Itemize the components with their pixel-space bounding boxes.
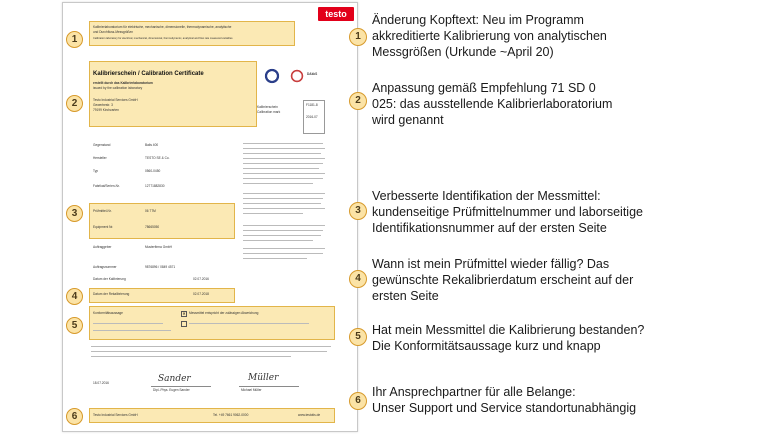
company-line-3: 79199 Kirchzarten <box>93 108 119 112</box>
testo-logo: testo <box>318 7 354 21</box>
annotation-badge-4: 4 <box>349 270 367 288</box>
annotation-1-line-3: Messgrößen (Urkunde ~April 20) <box>372 45 554 59</box>
header-text-line-3: Calibration laboratory for electrical, mechanical, dimensional, thermodynamic, analytical and flow rate measured variables <box>93 37 233 40</box>
annotation-3 <box>372 188 643 236</box>
field-value-equipment-number: 78665050 <box>145 225 160 229</box>
annotation-4-line-2: gewünschte Rekalibrierdatum erscheint auf der <box>372 273 634 287</box>
field-label-client: Auftraggeber <box>93 245 112 249</box>
field-value-manufacturer: TESTO SE & Co. <box>145 156 170 160</box>
field-label-type: Typ <box>93 169 99 173</box>
non-conformity-checkbox <box>181 321 187 327</box>
annotation-badge-1: 1 <box>349 28 367 46</box>
annotation-3-line-2: kundenseitige Prüfmittelnummer und laborseitige <box>372 205 643 219</box>
field-label-conformity: Konformitätsaussage <box>93 311 123 315</box>
field-label-test-equipment: Prüfmittel-Nr. <box>93 209 112 213</box>
field-value-recalibration-date: 02.07.2018 <box>193 292 209 296</box>
field-value-serial: 12771882830 <box>145 184 165 188</box>
certificate-title: Kalibrierschein / Calibration Certificate <box>93 71 204 77</box>
annotation-5-line-1: Hat mein Messmittel die Kalibrierung bestanden? <box>372 323 645 337</box>
annotation-badge-2: 2 <box>349 92 367 110</box>
company-line-1: Testo Industrial Services GmbH <box>93 98 138 102</box>
certificate-subtitle-1: erstellt durch das Kalibrierlaboratorium <box>93 81 153 85</box>
annotation-6-line-1: Ihr Ansprechpartner für alle Belange: <box>372 385 576 399</box>
signer-two-name: Michael Müller <box>241 388 262 392</box>
signature-two: Müller <box>248 373 279 383</box>
doc-badge-2: 2 <box>66 95 83 112</box>
certificate-id-box <box>303 100 325 134</box>
annotation-2-line-2: 025: das ausstellende Kalibrierlaboratorium <box>372 97 613 111</box>
field-label-calibration-date: Datum der Kalibrierung <box>93 277 126 281</box>
doc-badge-1: 1 <box>66 31 83 48</box>
annotation-5-line-2: Die Konformitätsaussage kurz und knapp <box>372 339 601 353</box>
annotation-badge-6: 6 <box>349 392 367 410</box>
field-value-object: Balis 400 <box>145 143 159 147</box>
annotation-4-line-3: ersten Seite <box>372 289 439 303</box>
field-label-manufacturer: Hersteller <box>93 156 107 160</box>
annotation-3-line-3: Identifikationsnummer auf der ersten Seite <box>372 221 607 235</box>
annotation-2-line-1: Anpassung gemäß Empfehlung 71 SD 0 <box>372 81 596 95</box>
signer-one-name: Dipl.-Phys. Eugen Sander <box>153 388 190 392</box>
certificate-label: Kalibrierschein <box>257 105 278 109</box>
certificate-label-en: Calibration mark <box>257 110 281 114</box>
field-value-conformity: Messmittel entspricht der zulässigen Abweichung <box>189 311 259 315</box>
doc-badge-5: 5 <box>66 317 83 334</box>
doc-badge-3: 3 <box>66 205 83 222</box>
calibration-certificate-document <box>62 2 358 432</box>
conformity-checkbox: ✕ <box>182 311 186 316</box>
annotation-4-line-1: Wann ist mein Prüfmittel wieder fällig? Das <box>372 257 610 271</box>
dakks-seal-icon <box>288 67 306 85</box>
annotation-4 <box>372 256 633 304</box>
annotation-6-line-2: Unser Support und Service standortunabhängig <box>372 401 637 415</box>
annotation-1 <box>372 12 607 60</box>
annotation-badge-5: 5 <box>349 328 367 346</box>
doc-badge-4: 4 <box>66 288 83 305</box>
annotation-6 <box>372 384 636 416</box>
annotation-1-line-1: Änderung Kopftext: Neu im Programm <box>372 13 584 27</box>
annotation-1-line-2: akkreditierte Kalibrierung von analytischen <box>372 29 607 43</box>
footer-company: Testo Industrial Services GmbH <box>93 413 138 417</box>
field-label-recalibration-date: Datum der Rekalibrierung <box>93 292 130 296</box>
field-value-order-number: 9876896 / 0849 4571 <box>145 265 176 269</box>
annotation-2 <box>372 80 612 128</box>
doc-badge-6: 6 <box>66 408 83 425</box>
field-value-test-equipment: 06 7TM <box>145 209 156 213</box>
annotation-2-line-3: wird genannt <box>372 113 444 127</box>
field-value-type: 0560-0450 <box>145 169 161 173</box>
field-value-client: Musterfirma GmbH <box>145 245 172 249</box>
signature-one: Sander <box>158 374 191 384</box>
certificate-id: F1181-8 <box>306 103 318 107</box>
annotation-badge-3: 3 <box>349 202 367 220</box>
annotation-3-line-1: Verbesserte Identifikation der Messmittel: <box>372 189 601 203</box>
field-value-calibration-date: 02.07.2016 <box>193 277 209 281</box>
field-label-serial: Fabrikat/Serien-Nr. <box>93 184 120 188</box>
company-line-2: Gewerbestr. 3 <box>93 103 113 107</box>
field-label-order-number: Auftragsnummer <box>93 265 117 269</box>
certificate-subtitle-2: issued by the calibration laboratory <box>93 86 143 90</box>
header-text-line-2: und Durchfluss-Messgrößen <box>93 30 134 34</box>
header-text-line-1: Kalibrierlaboratorium für elektrische, mechanische, dimensionelle, thermodynamische, analytische <box>93 25 232 29</box>
footer-phone: Tel. +49 7661 9062-0000 <box>213 413 249 417</box>
annotation-5 <box>372 322 644 354</box>
field-label-equipment-number: Equipment Nr. <box>93 225 114 229</box>
certificate-year: 2016-07 <box>306 115 318 119</box>
footer-web: www.testotis.de <box>298 413 321 417</box>
dakks-label: DAkkS <box>307 72 318 76</box>
accreditation-seal-icon <box>261 65 283 87</box>
field-label-object: Gegenstand <box>93 143 111 147</box>
sign-date: 18.07.2016 <box>93 381 109 385</box>
